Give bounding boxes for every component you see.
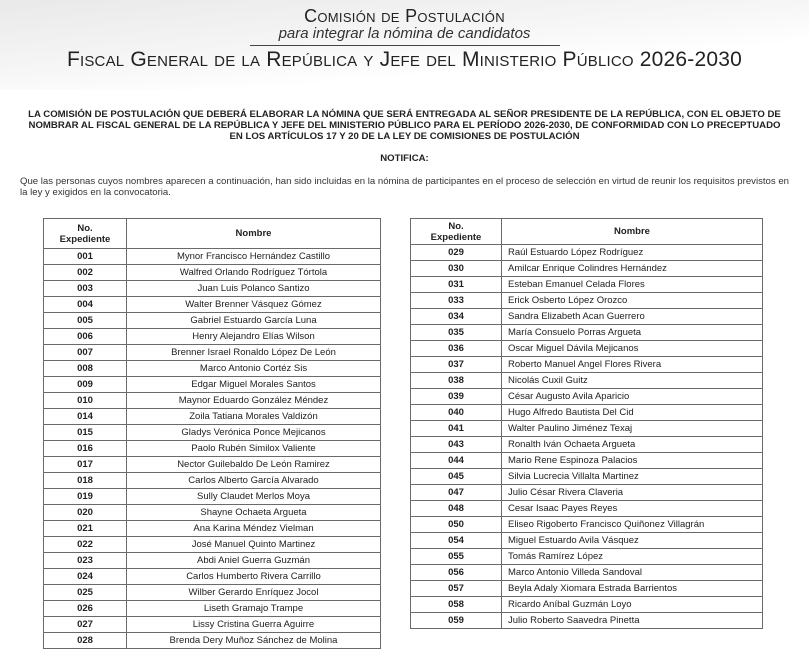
page-header — [0, 6, 809, 72]
expediente-number: 059 — [411, 613, 502, 629]
expediente-number: 047 — [411, 485, 502, 501]
table-row — [411, 421, 763, 437]
table-row — [411, 389, 763, 405]
participant-name: Juan Luis Polanco Santizo — [127, 281, 381, 297]
expediente-number: 026 — [44, 601, 127, 617]
expediente-number: 006 — [44, 329, 127, 345]
table-row — [44, 473, 381, 489]
table-row — [411, 341, 763, 357]
expediente-number: 035 — [411, 325, 502, 341]
participant-name: Mynor Francisco Hernández Castillo — [127, 249, 381, 265]
participant-name: Liseth Gramajo Trampe — [127, 601, 381, 617]
participant-name: Eliseo Rigoberto Francisco Quiñonez Villagrán — [502, 517, 763, 533]
participant-name: Edgar Miguel Morales Santos — [127, 377, 381, 393]
expediente-number: 040 — [411, 405, 502, 421]
table-row — [411, 501, 763, 517]
table-row — [44, 457, 381, 473]
expediente-number: 016 — [44, 441, 127, 457]
expediente-number: 018 — [44, 473, 127, 489]
expediente-number: 015 — [44, 425, 127, 441]
participant-name: Oscar Miguel Dávila Mejicanos — [502, 341, 763, 357]
table-row — [411, 485, 763, 501]
table-row — [411, 277, 763, 293]
column-header-name: Nombre — [502, 219, 763, 245]
table-row — [44, 313, 381, 329]
expediente-number: 019 — [44, 489, 127, 505]
expediente-number: 007 — [44, 345, 127, 361]
participant-name: Brenner Israel Ronaldo López De León — [127, 345, 381, 361]
expediente-number: 058 — [411, 597, 502, 613]
expediente-number: 014 — [44, 409, 127, 425]
table-row — [44, 569, 381, 585]
expediente-number: 037 — [411, 357, 502, 373]
table-row — [411, 469, 763, 485]
expediente-number: 036 — [411, 341, 502, 357]
expediente-number: 041 — [411, 421, 502, 437]
participant-name: César Augusto Avila Aparicio — [502, 389, 763, 405]
participant-name: Walfred Orlando Rodríguez Tórtola — [127, 265, 381, 281]
participant-name: Tomás Ramírez López — [502, 549, 763, 565]
participant-name: Walter Paulino Jiménez Texaj — [502, 421, 763, 437]
table-row — [411, 437, 763, 453]
participant-name: Nector Guilebaldo De León Ramirez — [127, 457, 381, 473]
table-body-left — [44, 249, 381, 649]
participant-name: Paolo Rubén Similox Valiente — [127, 441, 381, 457]
participant-name: Brenda Dery Muñoz Sánchez de Molina — [127, 633, 381, 649]
table-row — [44, 585, 381, 601]
participant-name: Sandra Elizabeth Acan Guerrero — [502, 309, 763, 325]
expediente-number: 025 — [44, 585, 127, 601]
expediente-number: 054 — [411, 533, 502, 549]
table-body-right — [411, 245, 763, 629]
table-row — [44, 505, 381, 521]
table-row — [411, 293, 763, 309]
expediente-number: 033 — [411, 293, 502, 309]
table-row — [411, 613, 763, 629]
participant-name: Abdi Aniel Guerra Guzmán — [127, 553, 381, 569]
expediente-number: 022 — [44, 537, 127, 553]
expediente-number: 002 — [44, 265, 127, 281]
expediente-number: 043 — [411, 437, 502, 453]
participant-name: Esteban Emanuel Celada Flores — [502, 277, 763, 293]
expediente-number: 029 — [411, 245, 502, 261]
table-row — [411, 373, 763, 389]
expediente-number: 017 — [44, 457, 127, 473]
table-row — [44, 297, 381, 313]
participant-name: Amilcar Enrique Colindres Hernández — [502, 261, 763, 277]
table-row — [44, 425, 381, 441]
table-row — [411, 565, 763, 581]
participant-name: Silvia Lucrecia Villalta Martinez — [502, 469, 763, 485]
expediente-number: 031 — [411, 277, 502, 293]
column-header-number: No. Expediente — [411, 219, 502, 245]
participant-name: Nicolás Cuxil Guitz — [502, 373, 763, 389]
expediente-number: 005 — [44, 313, 127, 329]
expediente-number: 044 — [411, 453, 502, 469]
participant-name: Ronalth Iván Ochaeta Argueta — [502, 437, 763, 453]
table-row — [411, 517, 763, 533]
table-row — [411, 405, 763, 421]
expediente-number: 001 — [44, 249, 127, 265]
column-header-number: No. Expediente — [44, 219, 127, 249]
participant-name: Gladys Verónica Ponce Mejicanos — [127, 425, 381, 441]
table-row — [411, 453, 763, 469]
table-row — [411, 309, 763, 325]
expediente-number: 045 — [411, 469, 502, 485]
table-header-row — [411, 219, 763, 245]
table-row — [44, 377, 381, 393]
participant-name: Cesar Isaac Payes Reyes — [502, 501, 763, 517]
expediente-number: 028 — [44, 633, 127, 649]
header-divider — [250, 45, 560, 46]
notifica-heading: NOTIFICA: — [380, 153, 429, 164]
intro-paragraph: LA COMISIÓN DE POSTULACIÓN QUE DEBERÁ ELABORAR LA NÓMINA QUE SERÁ ENTREGADA AL SEÑOR PRESIDENTE DE LA REPÚBLICA, CON EL OBJETO DE NOMBRAR AL FISCAL GENERAL DE LA REPÚBLICA Y JEFE DEL MINISTERIO PÚBLICO PARA EL PERÍODO 2026-2030, DE CONFORMIDAD CON LO PRECEPTUADO EN LOS ARTÍCULOS 17 Y 20 DE LA LEY DE COMISIONES DE POSTULACIÓN — [28, 109, 781, 142]
table-row — [411, 549, 763, 565]
participant-name: María Consuelo Porras Argueta — [502, 325, 763, 341]
participant-name: Ricardo Aníbal Guzmán Loyo — [502, 597, 763, 613]
table-row — [44, 249, 381, 265]
participant-name: Lissy Cristina Guerra Aguirre — [127, 617, 381, 633]
participant-name: Hugo Alfredo Bautista Del Cid — [502, 405, 763, 421]
participant-name: Miguel Estuardo Avila Vásquez — [502, 533, 763, 549]
table-row — [411, 245, 763, 261]
table-row — [44, 601, 381, 617]
table-row — [44, 489, 381, 505]
commission-subtitle: para integrar la nómina de candidatos — [278, 25, 531, 42]
notice-text: Que las personas cuyos nombres aparecen a continuación, han sido incluidas en la nómina de participantes en el proceso de selección en virtud de reunir los requisitos previstos en la ley y exigidos en la convocatoria. — [20, 176, 790, 198]
participant-name: Henry Alejandro Elías Wilson — [127, 329, 381, 345]
participant-name: José Manuel Quinto Martinez — [127, 537, 381, 553]
expediente-number: 048 — [411, 501, 502, 517]
expediente-number: 010 — [44, 393, 127, 409]
table-row — [44, 409, 381, 425]
expediente-number: 039 — [411, 389, 502, 405]
column-header-name: Nombre — [127, 219, 381, 249]
expediente-number: 008 — [44, 361, 127, 377]
expediente-number: 021 — [44, 521, 127, 537]
participant-name: Erick Osberto López Orozco — [502, 293, 763, 309]
expediente-number: 055 — [411, 549, 502, 565]
participant-name: Carlos Humberto Rivera Carrillo — [127, 569, 381, 585]
participant-name: Shayne Ochaeta Argueta — [127, 505, 381, 521]
participant-name: Sully Claudet Merlos Moya — [127, 489, 381, 505]
table-row — [44, 393, 381, 409]
table-row — [44, 617, 381, 633]
commission-title: Comisión de Postulación — [304, 6, 505, 26]
table-row — [44, 361, 381, 377]
table-row — [44, 553, 381, 569]
expediente-number: 038 — [411, 373, 502, 389]
table-row — [44, 345, 381, 361]
participant-name: Raúl Estuardo López Rodríguez — [502, 245, 763, 261]
expediente-number: 030 — [411, 261, 502, 277]
participant-name: Maynor Eduardo González Méndez — [127, 393, 381, 409]
table-row — [44, 633, 381, 649]
table-row — [411, 261, 763, 277]
participant-name: Ana Karina Méndez Vielman — [127, 521, 381, 537]
table-row — [44, 281, 381, 297]
participants-table-right — [410, 218, 763, 629]
position-title: Fiscal General de la República y Jefe del Ministerio Público 2026-2030 — [66, 48, 743, 71]
participant-name: Julio César Rivera Claveria — [502, 485, 763, 501]
participants-table-left — [43, 218, 381, 649]
table-row — [411, 325, 763, 341]
expediente-number: 003 — [44, 281, 127, 297]
participant-name: Carlos Alberto García Alvarado — [127, 473, 381, 489]
participant-name: Marco Antonio Villeda Sandoval — [502, 565, 763, 581]
table-header-row — [44, 219, 381, 249]
participant-name: Beyla Adaly Xiomara Estrada Barrientos — [502, 581, 763, 597]
expediente-number: 004 — [44, 297, 127, 313]
expediente-number: 050 — [411, 517, 502, 533]
participant-name: Mario Rene Espinoza Palacios — [502, 453, 763, 469]
expediente-number: 034 — [411, 309, 502, 325]
participant-name: Marco Antonio Cortéz Sis — [127, 361, 381, 377]
table-row — [44, 521, 381, 537]
participant-name: Roberto Manuel Angel Flores Rivera — [502, 357, 763, 373]
table-row — [44, 329, 381, 345]
expediente-number: 024 — [44, 569, 127, 585]
expediente-number: 056 — [411, 565, 502, 581]
expediente-number: 027 — [44, 617, 127, 633]
participant-name: Walter Brenner Vásquez Gómez — [127, 297, 381, 313]
participant-name: Julio Roberto Saavedra Pinetta — [502, 613, 763, 629]
expediente-number: 057 — [411, 581, 502, 597]
table-row — [411, 533, 763, 549]
participant-name: Wilber Gerardo Enríquez Jocol — [127, 585, 381, 601]
expediente-number: 023 — [44, 553, 127, 569]
participant-name: Zoila Tatiana Morales Valdizón — [127, 409, 381, 425]
expediente-number: 009 — [44, 377, 127, 393]
table-row — [411, 357, 763, 373]
table-row — [44, 265, 381, 281]
participant-name: Gabriel Estuardo García Luna — [127, 313, 381, 329]
table-row — [411, 581, 763, 597]
table-row — [411, 597, 763, 613]
table-row — [44, 537, 381, 553]
table-row — [44, 441, 381, 457]
expediente-number: 020 — [44, 505, 127, 521]
